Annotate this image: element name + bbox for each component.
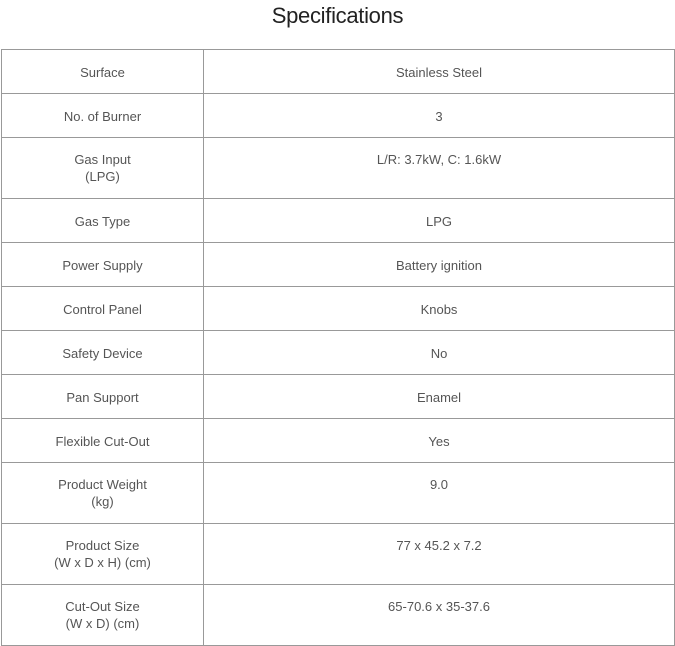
table-row xyxy=(2,524,675,585)
table-row xyxy=(2,287,675,331)
spec-label: Product Size (W x D x H) (cm) xyxy=(54,538,151,570)
spec-label-cell xyxy=(2,243,204,287)
spec-value-cell xyxy=(204,287,675,331)
spec-label: Cut-Out Size (W x D) (cm) xyxy=(65,599,140,631)
page-title: Specifications xyxy=(271,3,404,28)
table-row xyxy=(2,199,675,243)
spec-value: Battery ignition xyxy=(396,258,482,273)
spec-label: Power Supply xyxy=(62,258,143,273)
spec-label: Surface xyxy=(80,65,125,80)
spec-value: 9.0 xyxy=(429,477,449,492)
spec-value: Stainless Steel xyxy=(396,65,482,80)
table-row xyxy=(2,50,675,94)
spec-value: 3 xyxy=(435,109,443,124)
table-row xyxy=(2,243,675,287)
spec-label-cell xyxy=(2,287,204,331)
spec-value-cell xyxy=(204,419,675,463)
spec-value-cell xyxy=(204,463,675,524)
table-row xyxy=(2,375,675,419)
spec-label-cell xyxy=(2,138,204,199)
spec-label: Pan Support xyxy=(66,390,139,405)
spec-value-cell xyxy=(204,138,675,199)
spec-value: Yes xyxy=(428,434,450,449)
table-row xyxy=(2,94,675,138)
spec-value: 77 x 45.2 x 7.2 xyxy=(396,538,482,553)
table-row xyxy=(2,419,675,463)
spec-label: Control Panel xyxy=(63,302,142,317)
spec-value-cell xyxy=(204,199,675,243)
spec-value-cell xyxy=(204,375,675,419)
spec-label-cell xyxy=(2,331,204,375)
spec-value-cell xyxy=(204,524,675,585)
spec-value-cell xyxy=(204,50,675,94)
spec-value-cell xyxy=(204,585,675,646)
spec-label-cell xyxy=(2,419,204,463)
spec-label-cell xyxy=(2,524,204,585)
spec-value: 65-70.6 x 35-37.6 xyxy=(388,599,490,614)
table-row xyxy=(2,463,675,524)
spec-label: Product Weight (kg) xyxy=(58,477,147,509)
spec-label: Gas Input (LPG) xyxy=(74,152,131,184)
spec-value: Enamel xyxy=(416,390,462,405)
spec-label-cell xyxy=(2,463,204,524)
table-row xyxy=(2,585,675,646)
spec-value: LPG xyxy=(425,214,452,229)
spec-label: Flexible Cut-Out xyxy=(55,434,150,449)
spec-value-cell xyxy=(204,331,675,375)
spec-label-cell xyxy=(2,199,204,243)
spec-label-cell xyxy=(2,50,204,94)
spec-label-cell xyxy=(2,94,204,138)
spec-value: Knobs xyxy=(420,302,458,317)
spec-label: Gas Type xyxy=(74,214,131,229)
table-row xyxy=(2,331,675,375)
spec-label: No. of Burner xyxy=(63,109,142,124)
spec-value-cell xyxy=(204,94,675,138)
specifications-table xyxy=(1,49,675,646)
spec-value: No xyxy=(430,346,448,361)
table-row xyxy=(2,138,675,199)
spec-label-cell xyxy=(2,375,204,419)
spec-value: L/R: 3.7kW, C: 1.6kW xyxy=(376,152,502,167)
spec-label-cell xyxy=(2,585,204,646)
spec-value-cell xyxy=(204,243,675,287)
spec-label: Safety Device xyxy=(62,346,143,361)
